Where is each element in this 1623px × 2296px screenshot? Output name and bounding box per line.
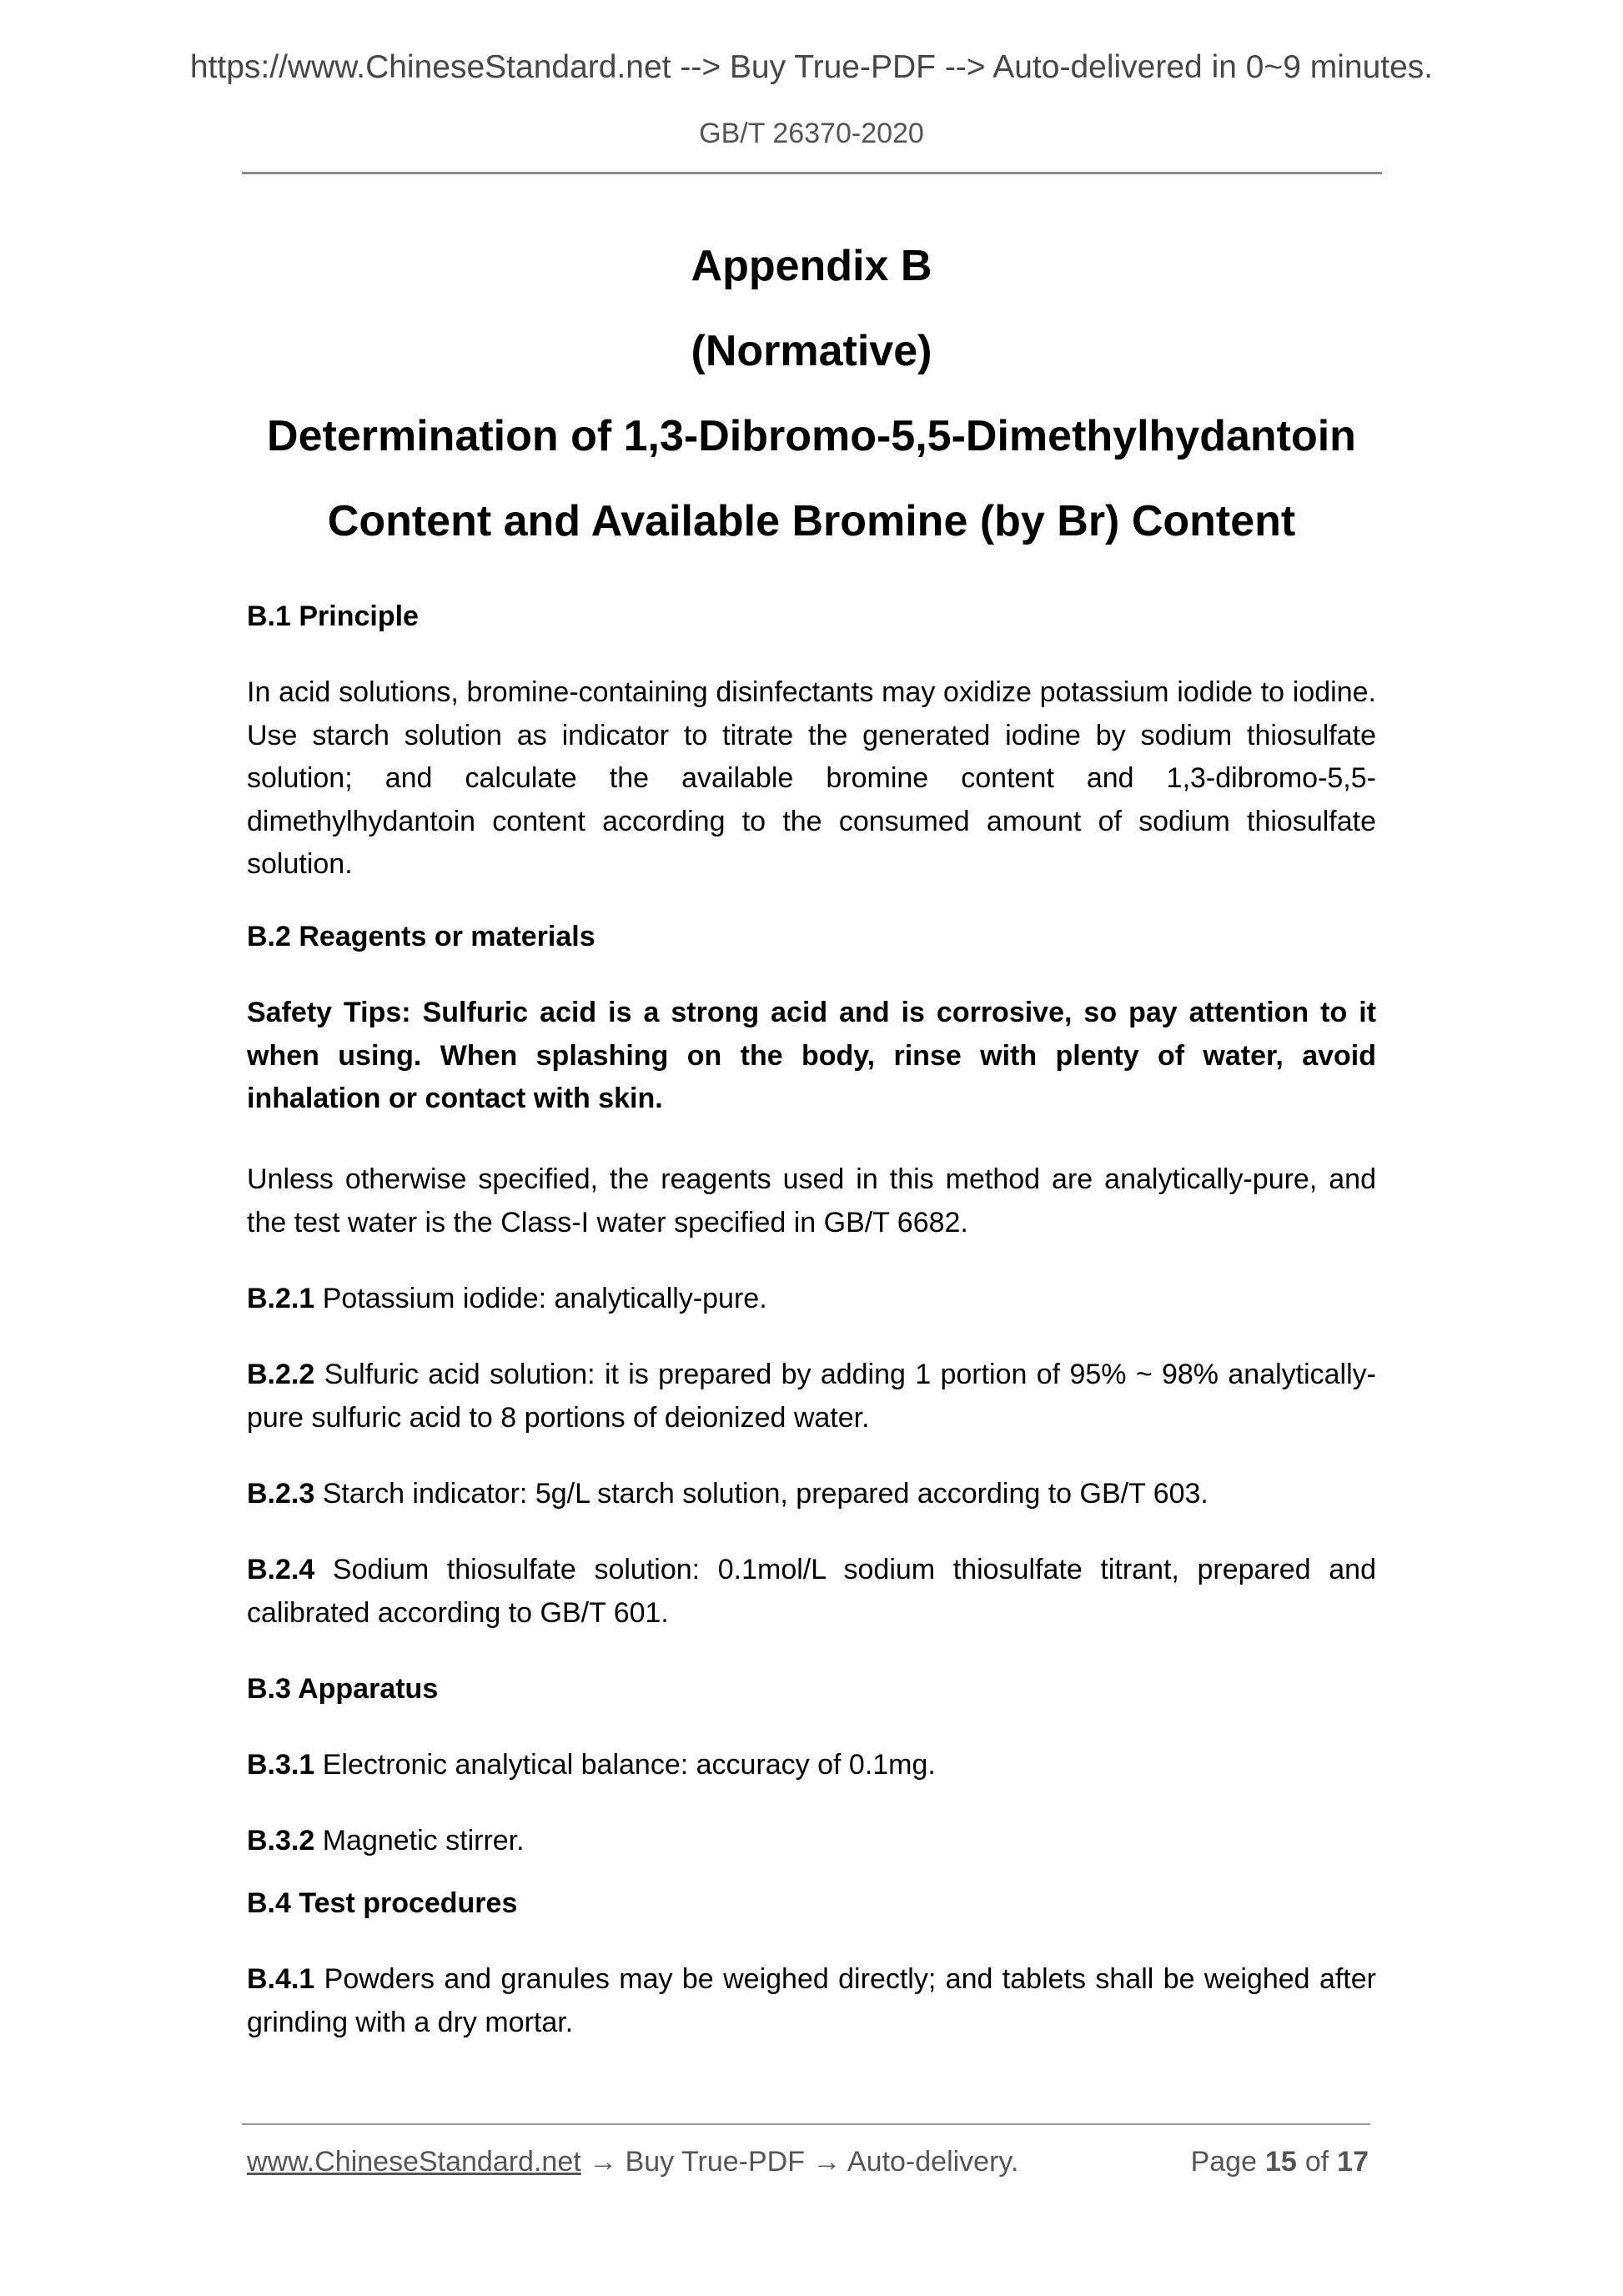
- clause-b-2-2: [247, 1354, 1376, 1439]
- clause-b-2-3: [247, 1473, 1376, 1516]
- clause-text: Potassium iodide: analytically-pure.: [314, 1283, 767, 1314]
- appendix-heading-line2: Content and Available Bromine (by Br) Content: [327, 497, 1296, 545]
- clause-b-3-1: [247, 1744, 1376, 1787]
- clause-number: B.3.2: [247, 1825, 315, 1856]
- clause-b-2-1: [247, 1278, 1376, 1321]
- clause-text: Electronic analytical balance: accuracy of 0.1mg.: [314, 1749, 936, 1781]
- top-banner: https://www.ChineseStandard.net --> Buy True-PDF --> Auto-delivered in 0~9 minutes.: [189, 49, 1434, 85]
- clause-number: B.2.2: [247, 1359, 315, 1390]
- page-of-label: of: [1304, 2146, 1329, 2178]
- section-heading-b1: B.1 Principle: [247, 600, 419, 632]
- clause-text: Sulfuric acid solution: it is prepared by adding 1 portion of 95% ~ 98% analytically-pure sulfuric acid to 8 portions of deionized water.: [247, 1359, 1376, 1434]
- clause-number: B.2.4: [247, 1554, 315, 1585]
- header-divider: [242, 172, 1382, 174]
- clause-b-4-1: [247, 1958, 1376, 2044]
- safety-tips-paragraph: Safety Tips: Sulfuric acid is a strong acid and is corrosive, so pay attention to it when using. When splashing on the body, rinse with plenty of water, avoid inhalation or contact with skin.: [247, 997, 1376, 1114]
- clause-text: Starch indicator: 5g/L starch solution, prepared according to GB/T 603.: [314, 1478, 1208, 1510]
- site-link[interactable]: www.ChineseStandard.net: [247, 2146, 581, 2178]
- clause-text: Powders and granules may be weighed directly; and tablets shall be weighed after grinding with a dry mortar.: [247, 1963, 1376, 2038]
- principle-paragraph: In acid solutions, bromine-containing disinfectants may oxidize potassium iodide to iodine. Use starch solution as indicator to titrate the generated iodine by sodium thiosulfate solution; and calculate the available bromine content and 1,3-dibromo-5,5-dimethylhydantoin content according to the consumed amount of sodium thiosulfate solution.: [247, 676, 1376, 880]
- page-indicator: [1191, 2145, 1369, 2178]
- clause-text: Magnetic stirrer.: [314, 1825, 525, 1856]
- clause-b-2-4: [247, 1549, 1376, 1635]
- section-heading-b3: B.3 Apparatus: [247, 1673, 439, 1705]
- clause-b-3-2: [247, 1820, 1376, 1863]
- section-heading-b4: B.4 Test procedures: [247, 1887, 518, 1919]
- appendix-title: Appendix B: [691, 242, 932, 290]
- clause-number: B.2.1: [247, 1283, 315, 1314]
- standard-number: GB/T 26370-2020: [699, 118, 924, 149]
- clause-number: B.3.1: [247, 1749, 315, 1781]
- page-total: 17: [1337, 2146, 1369, 2178]
- section-heading-b2: B.2 Reagents or materials: [247, 921, 595, 952]
- reagents-intro-paragraph: Unless otherwise specified, the reagents used in this method are analytically-pure, and the test water is the Class-I water specified in GB/T 6682.: [247, 1163, 1376, 1238]
- footer-divider: [242, 2123, 1370, 2125]
- footer-promo: [247, 2145, 1018, 2178]
- footer-promo-text: → Buy True-PDF → Auto-delivery.: [580, 2146, 1019, 2178]
- appendix-heading-line1: Determination of 1,3-Dibromo-5,5-Dimethylhydantoin: [267, 412, 1356, 460]
- clause-number: B.4.1: [247, 1963, 315, 1995]
- clause-text: Sodium thiosulfate solution: 0.1mol/L sodium thiosulfate titrant, prepared and calibrated according to GB/T 601.: [247, 1554, 1376, 1629]
- clause-number: B.2.3: [247, 1478, 315, 1510]
- page-current: 15: [1264, 2146, 1297, 2178]
- appendix-type: (Normative): [691, 327, 932, 375]
- page-footer: [247, 2145, 1369, 2178]
- page-label: Page: [1190, 2146, 1257, 2178]
